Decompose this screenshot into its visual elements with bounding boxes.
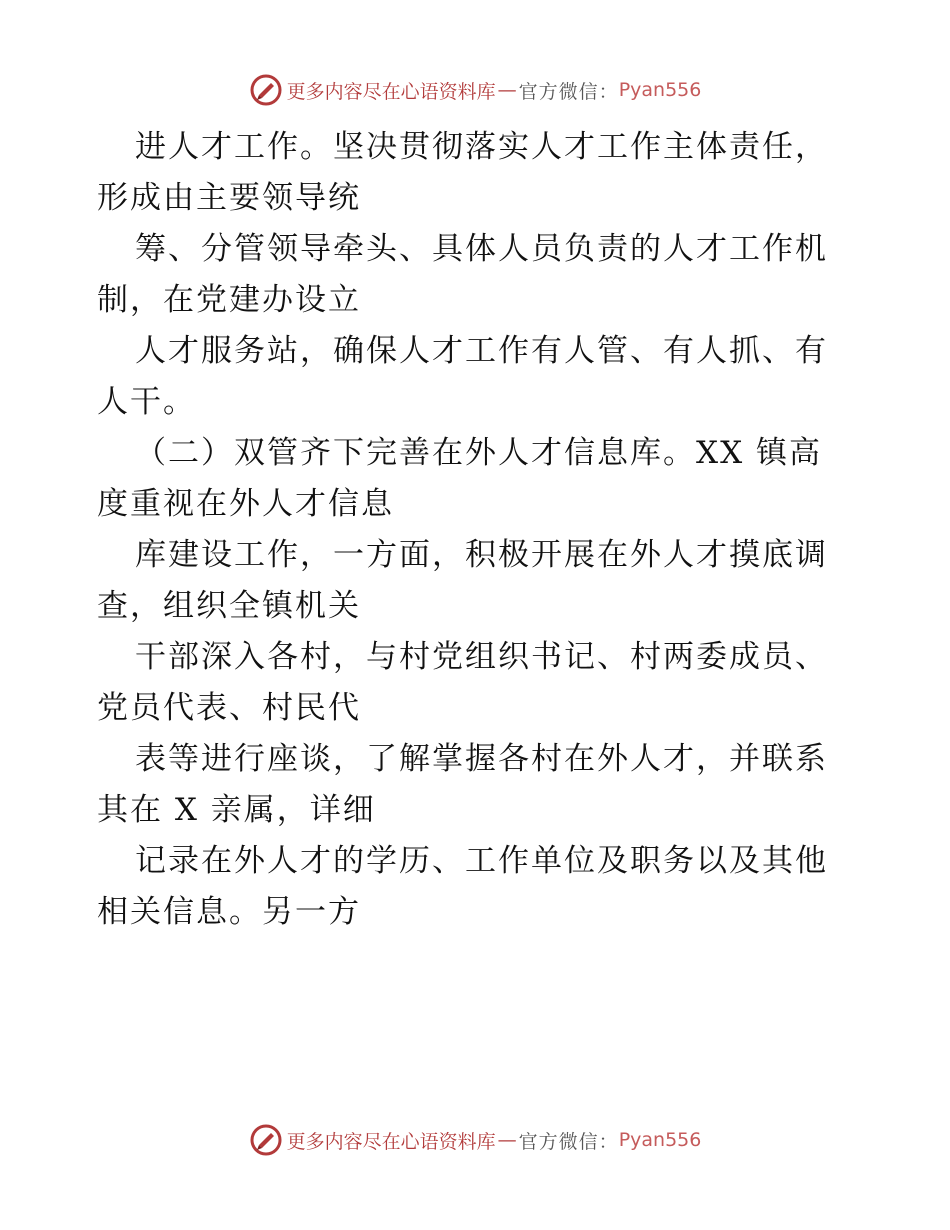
text-line: （二）双管齐下完善在外人才信息库。XX 镇高 — [135, 435, 822, 471]
text-line: 形成由主要领导统 — [97, 180, 361, 216]
text-line: 人干。 — [97, 384, 196, 420]
header-wechat-label: 官方微信： — [518, 80, 619, 103]
text-line: 库建设工作，一方面，积极开展在外人才摸底调 — [135, 537, 828, 573]
text-line: 进人才工作。坚决贯彻落实人才工作主体责任， — [135, 129, 828, 165]
text-line: 度重视在外人才信息 — [97, 486, 394, 522]
header-separator: — — [497, 79, 517, 101]
footer-separator: — — [497, 1129, 517, 1151]
text-line: 人才服务站，确保人才工作有人管、有人抓、有 — [135, 333, 828, 369]
footer-site-text: 更多内容尽在心语资料库 — [286, 1130, 496, 1153]
text-line: 制，在党建办设立 — [97, 282, 361, 318]
text-line: 查，组织全镇机关 — [97, 588, 361, 624]
document-body — [97, 122, 857, 938]
footer-wechat-id: Pyan556 — [618, 1129, 702, 1151]
text-line: 表等进行座谈，了解掌握各村在外人才，并联系 — [135, 741, 828, 777]
footer-banner — [0, 1120, 950, 1160]
text-line: 干部深入各村，与村党组织书记、村两委成员、 — [135, 639, 828, 675]
header-wechat-id: Pyan556 — [618, 79, 702, 101]
text-line: 记录在外人才的学历、工作单位及职务以及其他 — [135, 843, 828, 879]
brand-logo-icon — [249, 73, 283, 107]
text-line: 相关信息。另一方 — [97, 894, 361, 930]
text-line: 其在 X 亲属，详细 — [97, 792, 376, 828]
text-line: 党员代表、村民代 — [97, 690, 361, 726]
header-banner — [0, 70, 950, 110]
footer-wechat-label: 官方微信： — [518, 1130, 619, 1153]
header-site-text: 更多内容尽在心语资料库 — [286, 80, 496, 103]
text-line: 筹、分管领导牵头、具体人员负责的人才工作机 — [135, 231, 828, 267]
brand-logo-icon — [249, 1123, 283, 1157]
